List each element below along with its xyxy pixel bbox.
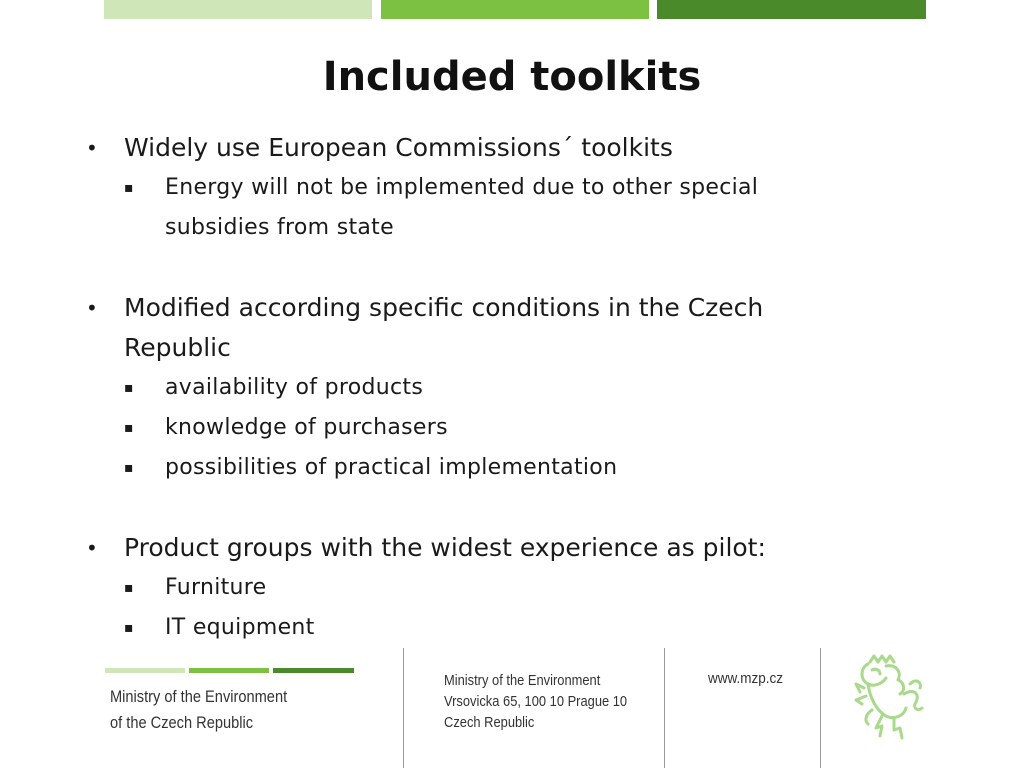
bullet-2-text-line-2: Republic [124,333,231,362]
bullet-1-sub-1-line-2: subsidies from state [165,215,394,240]
bullet-marker: • [86,136,98,160]
footer-org-name [110,684,287,736]
sub-bullet-marker: ▪ [124,180,134,196]
footer [0,640,1024,768]
slide-title: Included toolkits [322,54,702,100]
footer-website-link[interactable]: www.mzp.cz [708,670,784,687]
footer-address-line-1: Ministry of the Environment [444,672,601,689]
sub-bullet-marker: ▪ [124,460,134,476]
sub-bullet-marker: ▪ [124,580,134,596]
bullet-2-sub-1: availability of products [165,375,424,400]
bullet-marker: • [86,536,98,560]
footer-divider [820,648,821,768]
footer-address-line-3: Czech Republic [444,714,535,731]
footer-org-line-1: Ministry of the Environment [110,687,288,706]
bullet-2-sub-3: possibilities of practical implementation [165,455,618,480]
bullet-1-sub-1-line-1: Energy will not be implemented due to other special [165,175,759,200]
sub-bullet-marker: ▪ [124,380,134,396]
bullet-3-text: Product groups with the widest experience as pilot: [124,533,766,562]
footer-divider [403,648,404,768]
czech-lion-emblem-icon [852,654,924,740]
footer-divider [664,648,665,768]
footer-bar-light [105,668,185,673]
footer-bar-dark [273,668,354,673]
sub-bullet-marker: ▪ [124,420,134,436]
bullet-1-text: Widely use European Commissions´ toolkits [124,133,673,162]
footer-bar-mid [189,668,269,673]
bullet-2-text-line-1: Modified according specific conditions in the Czech [124,293,764,322]
bullet-3-sub-1: Furniture [165,575,267,600]
bullet-marker: • [86,296,98,320]
bullet-3-sub-2: IT equipment [165,615,315,640]
footer-address-line-2: Vrsovicka 65, 100 10 Prague 10 [444,693,628,710]
footer-address [444,670,627,733]
sub-bullet-marker: ▪ [124,620,134,636]
bullet-2-sub-2: knowledge of purchasers [165,415,448,440]
footer-org-line-2: of the Czech Republic [110,713,254,732]
